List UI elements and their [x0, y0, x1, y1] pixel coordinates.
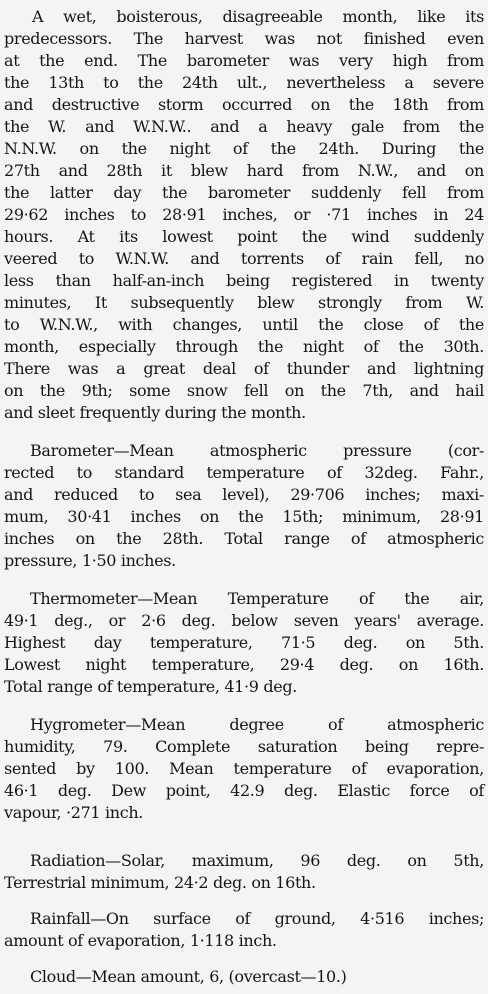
- text-line: A wet, boisterous, disagreeable month, like its: [32, 7, 484, 26]
- text-line: the W. and W.N.W.. and a heavy gale from the: [4, 117, 484, 136]
- text-line: 29·62 inches to 28·91 inches, or ·71 inches in 24: [4, 205, 484, 224]
- text-line: Hygrometer—Mean degree of atmospheric: [30, 715, 484, 734]
- text-line: the latter day the barometer suddenly fell from: [4, 183, 484, 202]
- text-line: inches on the 28th. Total range of atmospheric: [4, 529, 484, 548]
- text-line: month, especially through the night of the 30th.: [4, 337, 484, 356]
- text-line: amount of evaporation, 1·118 inch.: [4, 931, 277, 950]
- text-line: the 13th to the 24th ult., nevertheless a severe: [4, 73, 484, 92]
- text-line: pressure, 1·50 inches.: [4, 551, 176, 570]
- text-line: to W.N.W., with changes, until the close of the: [4, 315, 484, 334]
- text-line: Cloud—Mean amount, 6, (overcast—10.): [30, 967, 347, 986]
- text-line: predecessors. The harvest was not finished even: [4, 29, 484, 48]
- text-line: sented by 100. Mean temperature of evaporation,: [4, 759, 484, 778]
- text-line: Radiation—Solar, maximum, 96 deg. on 5th,: [30, 851, 484, 870]
- text-line: Highest day temperature, 71·5 deg. on 5th.: [4, 633, 484, 652]
- text-line: at the end. The barometer was very high from: [4, 51, 484, 70]
- text-line: on the 9th; some snow fell on the 7th, and hail: [4, 381, 484, 400]
- text-line: mum, 30·41 inches on the 15th; minimum, 28·91: [4, 507, 484, 526]
- text-line: vapour, ·271 inch.: [4, 803, 144, 822]
- text-line: 49·1 deg., or 2·6 deg. below seven years' average.: [4, 611, 484, 630]
- text-line: Total range of temperature, 41·9 deg.: [4, 677, 297, 696]
- text-line: and reduced to sea level), 29·706 inches; maxi-: [4, 485, 484, 504]
- text-line: Lowest night temperature, 29·4 deg. on 16th.: [4, 655, 484, 674]
- text-line: Barometer—Mean atmospheric pressure (cor-: [30, 441, 484, 460]
- text-line: 27th and 28th it blew hard from N.W., and on: [4, 161, 484, 180]
- text-line: humidity, 79. Complete saturation being repre-: [4, 737, 484, 756]
- text-line: Rainfall—On surface of ground, 4·516 inches;: [30, 909, 484, 928]
- text-line: hours. At its lowest point the wind suddenly: [4, 227, 484, 246]
- text-line: There was a great deal of thunder and lightning: [4, 359, 484, 378]
- newspaper-column: [4, 4, 484, 990]
- text-line: Thermometer—Mean Temperature of the air,: [30, 589, 484, 608]
- text-line: veered to W.N.W. and torrents of rain fell, no: [4, 249, 484, 268]
- text-line: Terrestrial minimum, 24·2 deg. on 16th.: [4, 873, 316, 892]
- text-line: N.N.W. on the night of the 24th. During the: [4, 139, 484, 158]
- text-line: minutes, It subsequently blew strongly from W.: [4, 293, 484, 312]
- text-line: and sleet frequently during the month.: [4, 403, 306, 422]
- text-line: and destructive storm occurred on the 18th from: [4, 95, 484, 114]
- text-line: less than half-an-inch being registered in twenty: [4, 271, 484, 290]
- text-line: 46·1 deg. Dew point, 42.9 deg. Elastic force of: [4, 781, 484, 800]
- text-line: rected to standard temperature of 32deg. Fahr.,: [4, 463, 484, 482]
